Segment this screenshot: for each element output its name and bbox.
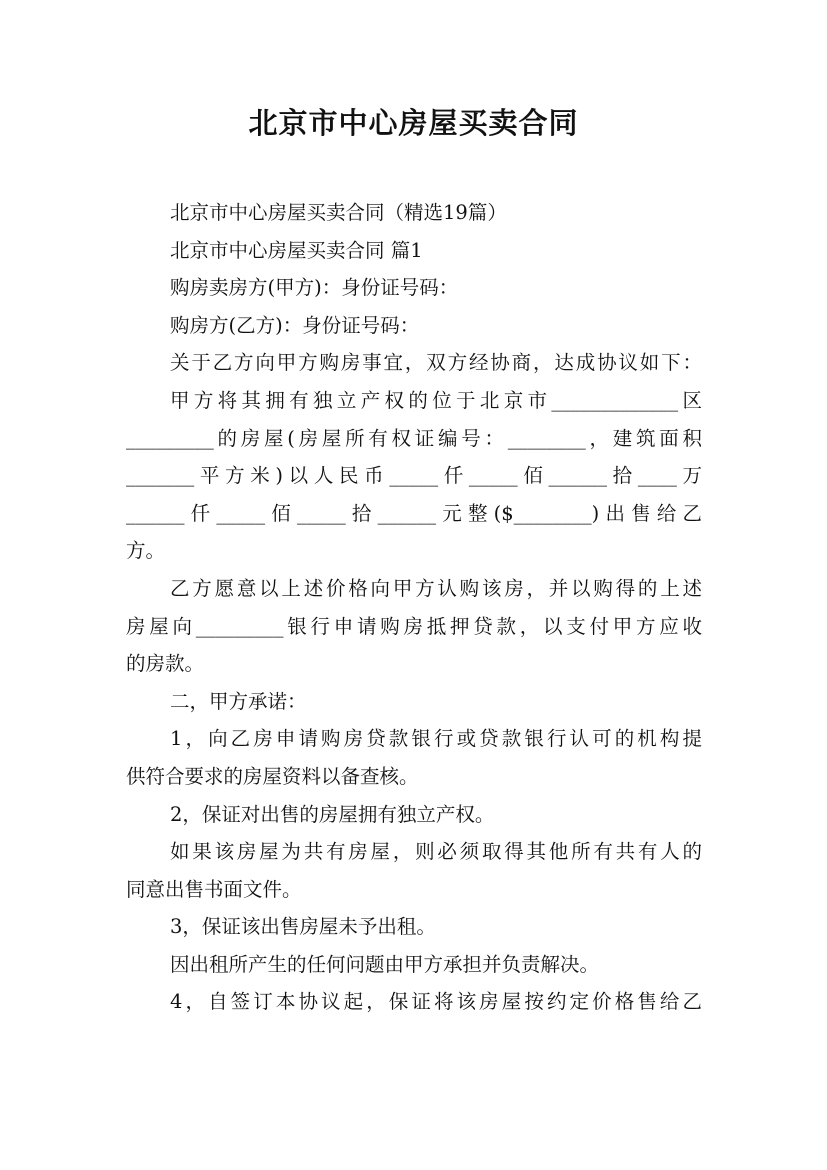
paragraph-line: 的房款。 <box>126 652 205 676</box>
paragraph-line: 北京市中心房屋买卖合同（精选19篇） <box>170 201 507 224</box>
paragraph-line: 3，保证该出售房屋未予出租。 <box>170 915 436 939</box>
paragraph-line: 购房方(乙方)：身份证号码： <box>170 313 420 337</box>
paragraph-line: _______平方米)以人民币_____仟_____佰______拾____万 <box>126 464 702 488</box>
paragraph-line: 二，甲方承诺： <box>170 689 307 713</box>
paragraph-line: 购房卖房方(甲方)：身份证号码： <box>170 276 459 300</box>
paragraph-line: _________的房屋(房屋所有权证编号：________，建筑面积 <box>126 426 702 450</box>
paragraph-line: 甲方将其拥有独立产权的位于北京市_____________区 <box>170 388 702 412</box>
paragraph-line: 房屋向_________银行申请购房抵押贷款，以支付甲方应收 <box>126 614 702 638</box>
document-body <box>126 194 702 1021</box>
paragraph-line: 同意出售书面文件。 <box>126 877 302 901</box>
paragraph-line: 关于乙方向甲方购房事宜，双方经协商，达成协议如下： <box>170 351 702 375</box>
paragraph-line: 乙方愿意以上述价格向甲方认购该房，并以购得的上述 <box>170 576 702 600</box>
paragraph-line: ______仟_____佰_____拾______元整($________)出售给乙 <box>126 501 702 525</box>
paragraph-line: 因出租所产生的任何问题由甲方承担并负责解决。 <box>170 952 600 976</box>
document-title: 北京市中心房屋买卖合同 <box>248 106 579 140</box>
paragraph-line: 如果该房屋为共有房屋，则必须取得其他所有共有人的 <box>170 840 702 864</box>
paragraph-line: 2，保证对出售的房屋拥有独立产权。 <box>170 802 495 826</box>
paragraph-line: 4，自签订本协议起，保证将该房屋按约定价格售给乙 <box>170 990 702 1014</box>
paragraph-line: 1，向乙房申请购房贷款银行或贷款银行认可的机构提 <box>170 727 702 751</box>
paragraph-line: 方。 <box>126 539 166 563</box>
paragraph-line: 北京市中心房屋买卖合同 篇1 <box>170 238 423 262</box>
paragraph-line: 供符合要求的房屋资料以备查核。 <box>126 764 419 788</box>
